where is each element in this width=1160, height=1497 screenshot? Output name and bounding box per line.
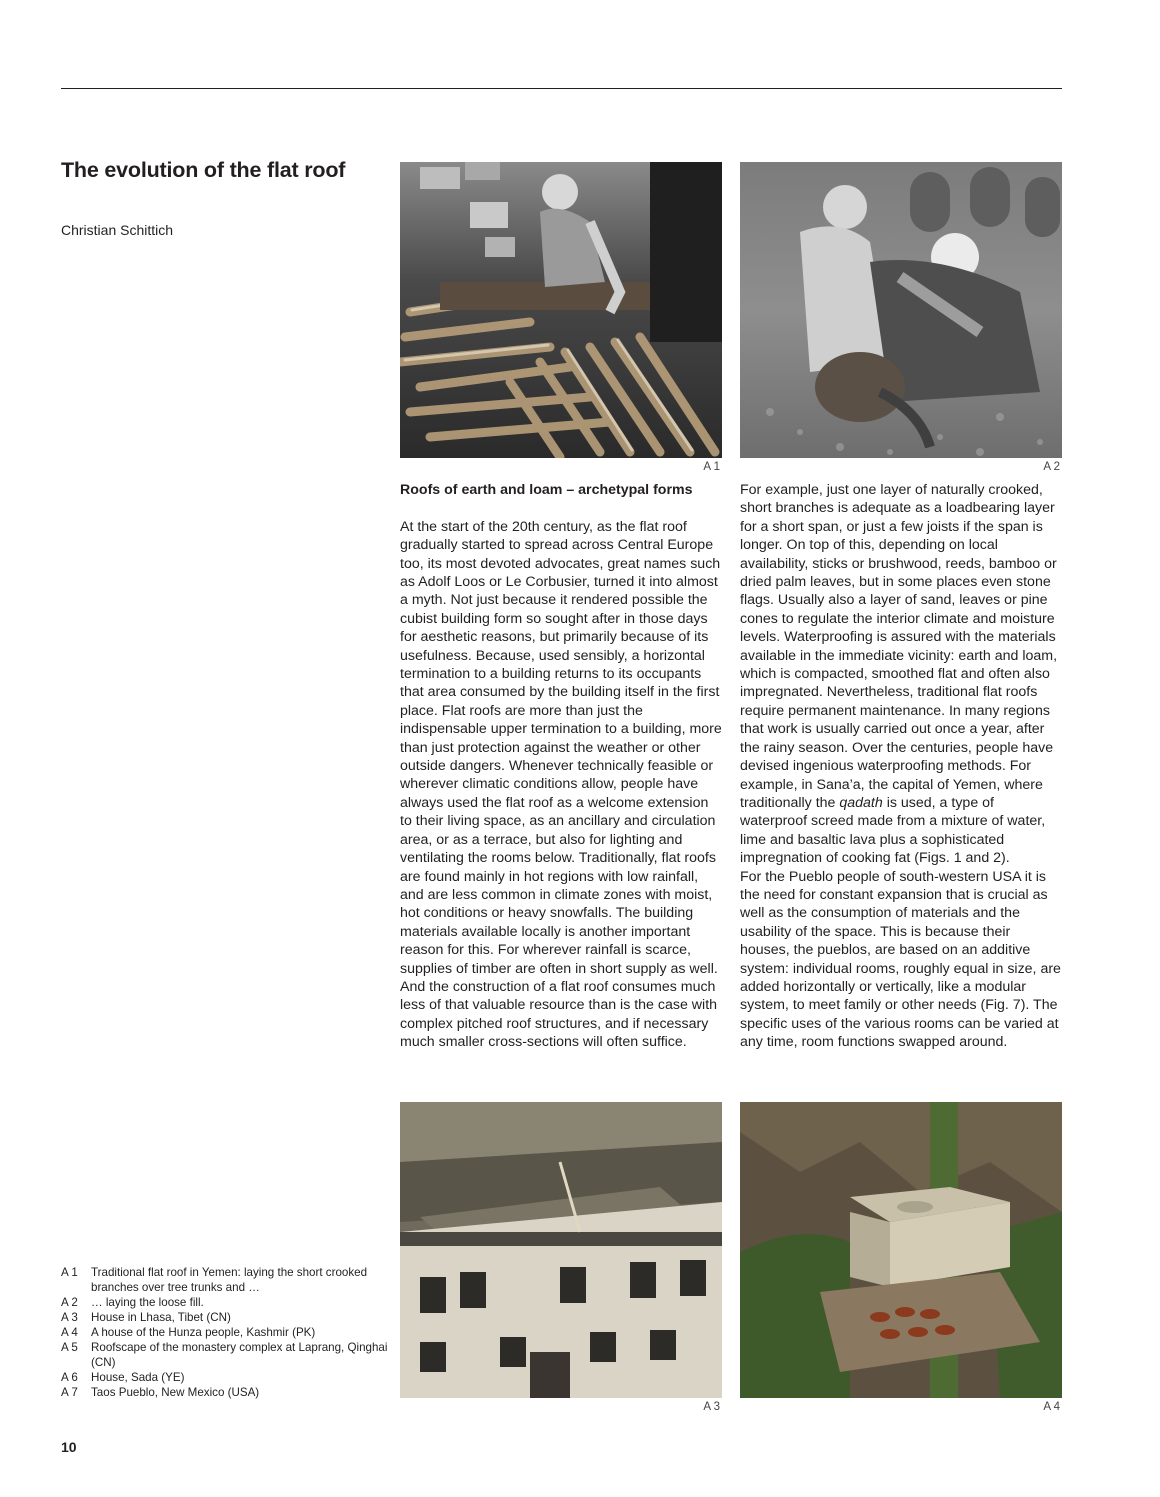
section-heading: Roofs of earth and loam – archetypal forms [400, 482, 693, 498]
caption-text: House, Sada (YE) [91, 1371, 185, 1384]
caption-item [61, 1325, 391, 1340]
figure-label-a1: A 1 [703, 461, 720, 473]
caption-text: … laying the loose fill. [91, 1296, 204, 1309]
caption-number: A 2 [61, 1296, 78, 1309]
figure-captions [61, 1265, 391, 1400]
caption-number: A 6 [61, 1371, 78, 1384]
caption-number: A 4 [61, 1326, 78, 1339]
caption-number: A 7 [61, 1386, 78, 1399]
figure-label-a4: A 4 [1043, 1401, 1060, 1413]
body-paragraph: At the start of the 20th century, as the flat roof gradually started to spread across Central Europe too, its most devoted advocates, great names such as Adolf Loos or Le Corbusier, turned it into almost a myth. Not just because it rendered possible the cubist building form so sought after in those days for aesthetic reasons, but primarily because of its usefulness. Because, used sensibly, a horizontal termination to a building returns to its occupants that area consumed by the building itself in the first place. Flat roofs are more than just the indispensable upper termination to a building, more than just protection against the weather or other outside dangers. Whenever technically feasible or wherever climatic conditions allow, people have always used the flat roof as a welcome extension to their living space, as an ancillary and circulation area, or as a terrace, but also for lighting and ventilating the rooms below. Traditionally, flat roofs are found mainly in hot regions with low rainfall, and are less common in climate zones with moist, hot conditions or heavy snowfalls. The building materials available locally is another important reason for this. For wherever rainfall is scarce, supplies of timber are often in short supply as well. And the construction of a flat roof consumes much less of that valuable resource than is the case with complex pitched roof structures, and if necessary much smaller cross-sections will often suffice. [400, 518, 722, 1051]
article-column-1 [400, 481, 723, 1052]
photo-a3 [400, 1102, 722, 1398]
caption-item [61, 1385, 391, 1400]
photo-a2 [740, 162, 1062, 458]
article-column-2 [740, 481, 1063, 1052]
header-rule [61, 88, 1062, 89]
caption-item [61, 1310, 391, 1325]
body-text: is used, a type of waterproof screed made from a mixture of water, lime and basaltic lava plus a sophisticated impregnation of cooking fat (Figs. 1 and 2). [740, 794, 1046, 867]
page-title: The evolution of the flat roof [61, 158, 346, 182]
caption-text: Taos Pueblo, New Mexico (USA) [91, 1386, 260, 1399]
photo-a4 [740, 1102, 1062, 1398]
caption-text: House in Lhasa, Tibet (CN) [91, 1311, 231, 1324]
author-name: Christian Schittich [61, 222, 174, 238]
caption-number: A 5 [61, 1341, 78, 1354]
caption-item [61, 1340, 391, 1370]
body-paragraph [740, 481, 1063, 868]
caption-text: A house of the Hunza people, Kashmir (PK) [91, 1326, 316, 1339]
caption-number: A 3 [61, 1311, 78, 1324]
page-number: 10 [61, 1439, 77, 1455]
caption-item [61, 1370, 391, 1385]
caption-text: Traditional flat roof in Yemen: laying the short crooked branches over tree trunks and … [91, 1266, 368, 1294]
photo-a1 [400, 162, 722, 458]
caption-number: A 1 [61, 1266, 78, 1279]
figure-label-a2: A 2 [1043, 461, 1060, 473]
body-text: For example, just one layer of naturally crooked, short branches is adequate as a loadbearing layer for a short span, or just a few joists if the span is longer. On top of this, depending on local availability, sticks or brushwood, reeds, bamboo or dried palm leaves, but in some places even stone flags. Usually also a layer of sand, leaves or pine cones to regulate the interior climate and moisture levels. Waterproofing is assured with the materials available in the immediate vicinity: earth and loam, which is compacted, smoothed flat and often also impregnated. Nevertheless, traditional flat roofs require permanent maintenance. In many regions that work is usually carried out once a year, after the rainy season. Over the centuries, people have devised ingenious waterproofing methods. For example, in Sana’a, the capital of Yemen, where traditionally the [740, 482, 1058, 811]
italic-term: qadath [839, 794, 883, 811]
caption-item [61, 1295, 391, 1310]
body-paragraph: For the Pueblo people of south-western USA it is the need for constant expansion that is crucial as well as the consumption of materials and the usability of the space. This is because their houses, the pueblos, are based on an additive system: individual rooms, roughly equal in size, are added horizontally or vertically, like a modular system, to meet family or other needs (Fig. 7). The specific uses of the various rooms can be varied at any time, room functions swapped around. [740, 868, 1061, 1051]
caption-text: Roofscape of the monastery complex at Laprang, Qinghai (CN) [91, 1341, 388, 1369]
figure-label-a3: A 3 [703, 1401, 720, 1413]
caption-item [61, 1265, 391, 1295]
